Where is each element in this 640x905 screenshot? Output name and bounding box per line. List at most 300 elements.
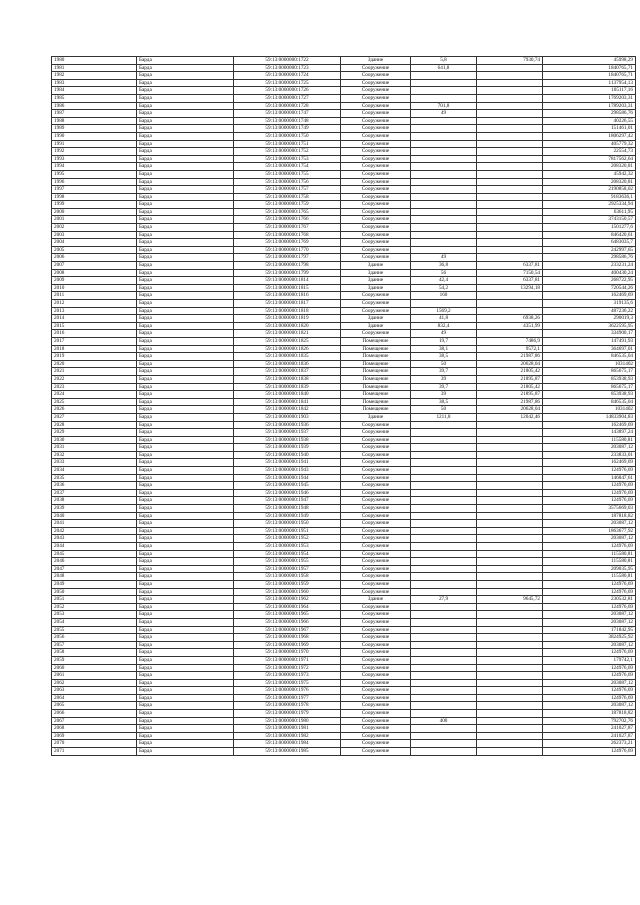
row-number-cell: 2061 [52,672,137,680]
cadastral-number-cell: 59:13:0000000:1962 [234,596,341,604]
object-type-cell: Сооружение [341,489,411,497]
object-type-cell: Здание [341,277,411,285]
cadastral-number-cell: 59:13:0000000:1748 [234,117,341,125]
table-row [52,163,636,171]
table-row [52,391,636,399]
area-cell [411,140,477,148]
settlement-cell: Барда [137,687,234,695]
object-type-cell: Сооружение [341,201,411,209]
table-row [52,132,636,140]
settlement-cell: Барда [137,170,234,178]
cadastral-number-cell: 59:13:0000000:1951 [234,527,341,535]
row-number-cell: 2056 [52,634,137,642]
cadastral-value-cell: 124976,69 [543,687,636,695]
unit-cost-cell [477,550,543,558]
cadastral-number-cell: 59:13:0000000:1969 [234,641,341,649]
cadastral-number-cell: 59:13:0000000:1950 [234,520,341,528]
cadastral-value-cell: 124976,69 [543,489,636,497]
table-row [52,672,636,680]
area-cell [411,634,477,642]
unit-cost-cell [477,611,543,619]
area-cell [411,467,477,475]
table-row [52,459,636,467]
settlement-cell: Барда [137,391,234,399]
cadastral-value-cell: 45942,32 [543,170,636,178]
cadastral-number-cell: 59:13:0000000:1965 [234,611,341,619]
cadastral-value-cell: 124976,69 [543,664,636,672]
row-number-cell: 2050 [52,588,137,596]
unit-cost-cell [477,527,543,535]
cadastral-value-cell: 298586,76 [543,254,636,262]
table-row [52,740,636,748]
area-cell [411,527,477,535]
object-type-cell: Сооружение [341,527,411,535]
cadastral-value-cell: 298586,76 [543,110,636,118]
cadastral-number-cell: 59:13:0000000:1724 [234,72,341,80]
cadastral-value-cell: 124976,69 [543,672,636,680]
area-cell [411,649,477,657]
cadastral-number-cell: 59:13:0000000:1968 [234,634,341,642]
cadastral-value-cell: 115580,81 [543,573,636,581]
table-row [52,254,636,262]
unit-cost-cell [477,459,543,467]
cadastral-number-cell: 59:13:0000000:1937 [234,429,341,437]
unit-cost-cell: 7486,9 [477,337,543,345]
row-number-cell: 2032 [52,451,137,459]
settlement-cell: Барда [137,383,234,391]
row-number-cell: 1993 [52,155,137,163]
settlement-cell: Барда [137,231,234,239]
cadastral-number-cell: 59:13:0000000:1947 [234,497,341,505]
object-type-cell: Сооружение [341,186,411,194]
table-row [52,748,636,756]
unit-cost-cell [477,170,543,178]
row-number-cell: 2053 [52,611,137,619]
object-type-cell: Сооружение [341,170,411,178]
settlement-cell: Барда [137,246,234,254]
table-row [52,656,636,664]
table-row [52,79,636,87]
cadastral-value-cell: 162469,69 [543,292,636,300]
area-cell [411,664,477,672]
object-type-cell: Сооружение [341,573,411,581]
unit-cost-cell [477,618,543,626]
cadastral-number-cell: 59:13:0000000:1944 [234,474,341,482]
cadastral-number-cell: 59:13:0000000:1819 [234,315,341,323]
row-number-cell: 2059 [52,656,137,664]
cadastral-value-cell: 405779,32 [543,140,636,148]
area-cell [411,208,477,216]
area-cell [411,216,477,224]
table-row [52,269,636,277]
cadastral-number-cell: 59:13:0000000:1949 [234,512,341,520]
cadastral-number-cell: 59:13:0000000:1948 [234,505,341,513]
row-number-cell: 2007 [52,262,137,270]
cadastral-number-cell: 59:13:0000000:1958 [234,573,341,581]
area-cell [411,444,477,452]
unit-cost-cell [477,580,543,588]
settlement-cell: Барда [137,444,234,452]
cadastral-number-cell: 59:13:0000000:1977 [234,694,341,702]
settlement-cell: Барда [137,277,234,285]
area-cell [411,421,477,429]
area-cell [411,565,477,573]
table-row [52,497,636,505]
unit-cost-cell [477,664,543,672]
unit-cost-cell: 21805,42 [477,383,543,391]
unit-cost-cell [477,497,543,505]
cadastral-number-cell: 59:13:0000000:1957 [234,565,341,573]
cadastral-number-cell: 59:13:0000000:1818 [234,307,341,315]
area-cell [411,429,477,437]
settlement-cell: Барда [137,398,234,406]
row-number-cell: 2004 [52,239,137,247]
area-cell [411,87,477,95]
area-cell: 56 [411,269,477,277]
area-cell [411,148,477,156]
area-cell [411,702,477,710]
row-number-cell: 2060 [52,664,137,672]
unit-cost-cell [477,186,543,194]
cadastral-number-cell: 59:13:0000000:1936 [234,421,341,429]
cadastral-value-cell: 3575669,03 [543,505,636,513]
cadastral-number-cell: 59:13:0000000:1752 [234,148,341,156]
row-number-cell: 2065 [52,702,137,710]
object-type-cell: Сооружение [341,505,411,513]
cadastral-number-cell: 59:13:0000000:1768 [234,231,341,239]
table-row [52,360,636,368]
cadastral-value-cell: 233833,01 [543,451,636,459]
row-number-cell: 2028 [52,421,137,429]
cadastral-number-cell: 59:13:0000000:1839 [234,383,341,391]
row-number-cell: 2020 [52,360,137,368]
settlement-cell: Барда [137,345,234,353]
row-number-cell: 2035 [52,474,137,482]
table-row [52,687,636,695]
area-cell: 641,8 [411,64,477,72]
settlement-cell: Барда [137,451,234,459]
table-row [52,649,636,657]
settlement-cell: Барда [137,588,234,596]
object-type-cell: Сооружение [341,580,411,588]
area-cell: 160 [411,292,477,300]
table-row [52,603,636,611]
settlement-cell: Барда [137,337,234,345]
cadastral-value-cell: 124976,69 [543,482,636,490]
unit-cost-cell [477,201,543,209]
area-cell: 39,7 [411,383,477,391]
cadastral-number-cell: 59:13:0000000:1821 [234,330,341,338]
row-number-cell: 2016 [52,330,137,338]
row-number-cell: 2045 [52,550,137,558]
settlement-cell: Барда [137,254,234,262]
area-cell [411,132,477,140]
area-cell [411,550,477,558]
cadastral-value-cell: 268722,95 [543,277,636,285]
table-row [52,694,636,702]
object-type-cell: Сооружение [341,603,411,611]
unit-cost-cell [477,429,543,437]
unit-cost-cell [477,474,543,482]
unit-cost-cell [477,72,543,80]
row-number-cell: 2013 [52,307,137,315]
table-row [52,125,636,133]
cadastral-number-cell: 59:13:0000000:1940 [234,451,341,459]
settlement-cell: Барда [137,72,234,80]
cadastral-number-cell: 59:13:0000000:1955 [234,558,341,566]
cadastral-value-cell: 146847,61 [543,474,636,482]
row-number-cell: 2047 [52,565,137,573]
unit-cost-cell: 6337,81 [477,277,543,285]
unit-cost-cell [477,740,543,748]
cadastral-number-cell: 59:13:0000000:1964 [234,603,341,611]
area-cell [411,246,477,254]
object-type-cell: Сооружение [341,117,411,125]
area-cell: 832,4 [411,322,477,330]
unit-cost-cell: 12042,46 [477,413,543,421]
settlement-cell: Барда [137,140,234,148]
object-type-cell: Сооружение [341,155,411,163]
object-type-cell: Сооружение [341,94,411,102]
cadastral-value-cell: 203087,12 [543,520,636,528]
area-cell [411,163,477,171]
row-number-cell: 2022 [52,375,137,383]
table-row [52,451,636,459]
settlement-cell: Барда [137,186,234,194]
object-type-cell: Сооружение [341,467,411,475]
row-number-cell: 2008 [52,269,137,277]
row-number-cell: 2021 [52,368,137,376]
cadastral-value-cell: 171842,95 [543,626,636,634]
table-row [52,634,636,642]
settlement-cell: Барда [137,94,234,102]
table-row [52,406,636,414]
cadastral-value-cell: 3824925,92 [543,634,636,642]
cadastral-value-cell: 3622595,95 [543,322,636,330]
table-row [52,216,636,224]
cadastral-value-cell: 208320,81 [543,163,636,171]
area-cell [411,451,477,459]
area-cell: 19,7 [411,337,477,345]
area-cell [411,300,477,308]
row-number-cell: 2015 [52,322,137,330]
area-cell: 38,5 [411,353,477,361]
row-number-cell: 2010 [52,284,137,292]
object-type-cell: Здание [341,284,411,292]
area-cell [411,588,477,596]
row-number-cell: 2014 [52,315,137,323]
object-type-cell: Сооружение [341,178,411,186]
area-cell [411,505,477,513]
object-type-cell: Помещение [341,398,411,406]
area-cell [411,656,477,664]
object-type-cell: Сооружение [341,543,411,551]
table-row [52,710,636,718]
unit-cost-cell [477,421,543,429]
settlement-cell: Барда [137,505,234,513]
row-number-cell: 1985 [52,94,137,102]
area-cell [411,641,477,649]
row-number-cell: 1995 [52,170,137,178]
object-type-cell: Сооружение [341,140,411,148]
object-type-cell: Сооружение [341,649,411,657]
settlement-cell: Барда [137,102,234,110]
table-row [52,732,636,740]
cadastral-value-cell: 124976,69 [543,580,636,588]
cadastral-number-cell: 59:13:0000000:1975 [234,679,341,687]
row-number-cell: 2068 [52,725,137,733]
cadastral-value-cell: 124976,69 [543,603,636,611]
area-cell [411,672,477,680]
object-type-cell: Сооружение [341,588,411,596]
unit-cost-cell [477,132,543,140]
settlement-cell: Барда [137,239,234,247]
unit-cost-cell: 7150,54 [477,269,543,277]
table-row [52,148,636,156]
row-number-cell: 2019 [52,353,137,361]
unit-cost-cell: 4351,99 [477,322,543,330]
unit-cost-cell [477,117,543,125]
area-cell [411,79,477,87]
cadastral-register-table [51,56,633,756]
unit-cost-cell [477,732,543,740]
cadastral-number-cell: 59:13:0000000:1814 [234,277,341,285]
unit-cost-cell [477,656,543,664]
table-row [52,413,636,421]
object-type-cell: Сооружение [341,656,411,664]
cadastral-number-cell: 59:13:0000000:1980 [234,717,341,725]
cadastral-number-cell: 59:13:0000000:1938 [234,436,341,444]
unit-cost-cell [477,300,543,308]
cadastral-value-cell: 846535,04 [543,398,636,406]
settlement-cell: Барда [137,535,234,543]
row-number-cell: 1991 [52,140,137,148]
object-type-cell: Сооружение [341,148,411,156]
cadastral-value-cell: 115580,81 [543,436,636,444]
object-type-cell: Сооружение [341,208,411,216]
object-type-cell: Сооружение [341,239,411,247]
settlement-cell: Барда [137,413,234,421]
area-cell [411,573,477,581]
table-row [52,292,636,300]
object-type-cell: Сооружение [341,672,411,680]
object-type-cell: Сооружение [341,482,411,490]
area-cell [411,489,477,497]
settlement-cell: Барда [137,482,234,490]
object-type-cell: Сооружение [341,679,411,687]
settlement-cell: Барда [137,467,234,475]
area-cell [411,436,477,444]
cadastral-value-cell: 179742,1 [543,656,636,664]
object-type-cell: Сооружение [341,474,411,482]
object-type-cell: Сооружение [341,611,411,619]
cadastral-number-cell: 59:13:0000000:1726 [234,87,341,95]
unit-cost-cell [477,254,543,262]
object-type-cell: Здание [341,413,411,421]
row-number-cell: 1982 [52,72,137,80]
object-type-cell: Сооружение [341,64,411,72]
settlement-cell: Барда [137,527,234,535]
unit-cost-cell [477,163,543,171]
cadastral-number-cell: 59:13:0000000:1959 [234,580,341,588]
settlement-cell: Барда [137,649,234,657]
unit-cost-cell [477,140,543,148]
row-number-cell: 2062 [52,679,137,687]
unit-cost-cell [477,102,543,110]
table-row [52,505,636,513]
cadastral-value-cell: 1769203,31 [543,94,636,102]
unit-cost-cell [477,155,543,163]
area-cell: 1211,8 [411,413,477,421]
table-row [52,201,636,209]
row-number-cell: 1994 [52,163,137,171]
object-type-cell: Сооружение [341,535,411,543]
unit-cost-cell [477,330,543,338]
settlement-cell: Барда [137,262,234,270]
object-type-cell: Сооружение [341,246,411,254]
cadastral-number-cell: 59:13:0000000:1820 [234,322,341,330]
cadastral-number-cell: 59:13:0000000:1945 [234,482,341,490]
row-number-cell: 1980 [52,57,137,65]
cadastral-value-cell: 853938,93 [543,391,636,399]
settlement-cell: Барда [137,429,234,437]
settlement-cell: Барда [137,406,234,414]
cadastral-value-cell: 3743150,57 [543,216,636,224]
cadastral-number-cell: 59:13:0000000:1960 [234,588,341,596]
unit-cost-cell [477,649,543,657]
area-cell [411,535,477,543]
row-number-cell: 2027 [52,413,137,421]
unit-cost-cell [477,292,543,300]
object-type-cell: Сооружение [341,694,411,702]
row-number-cell: 2006 [52,254,137,262]
row-number-cell: 2043 [52,535,137,543]
cadastral-number-cell: 59:13:0000000:1985 [234,748,341,756]
object-type-cell: Сооружение [341,421,411,429]
cadastral-number-cell: 59:13:0000000:1767 [234,224,341,232]
settlement-cell: Барда [137,573,234,581]
area-cell [411,155,477,163]
unit-cost-cell [477,520,543,528]
cadastral-value-cell: 334900,17 [543,330,636,338]
settlement-cell: Барда [137,497,234,505]
table-row [52,224,636,232]
cadastral-number-cell: 59:13:0000000:1750 [234,132,341,140]
area-cell: 36,8 [411,262,477,270]
row-number-cell: 2018 [52,345,137,353]
unit-cost-cell [477,87,543,95]
settlement-cell: Барда [137,87,234,95]
area-cell [411,125,477,133]
row-number-cell: 2048 [52,573,137,581]
table-row [52,277,636,285]
area-cell: 400 [411,717,477,725]
object-type-cell: Сооружение [341,451,411,459]
row-number-cell: 2024 [52,391,137,399]
cadastral-number-cell: 59:13:0000000:1836 [234,360,341,368]
table-row [52,330,636,338]
cadastral-number-cell: 59:13:0000000:1979 [234,710,341,718]
object-type-cell: Сооружение [341,79,411,87]
cadastral-value-cell: 846420,61 [543,231,636,239]
settlement-cell: Барда [137,79,234,87]
cadastral-value-cell: 203087,12 [543,702,636,710]
area-cell [411,611,477,619]
row-number-cell: 2058 [52,649,137,657]
settlement-cell: Барда [137,307,234,315]
object-type-cell: Сооружение [341,634,411,642]
object-type-cell: Сооружение [341,72,411,80]
